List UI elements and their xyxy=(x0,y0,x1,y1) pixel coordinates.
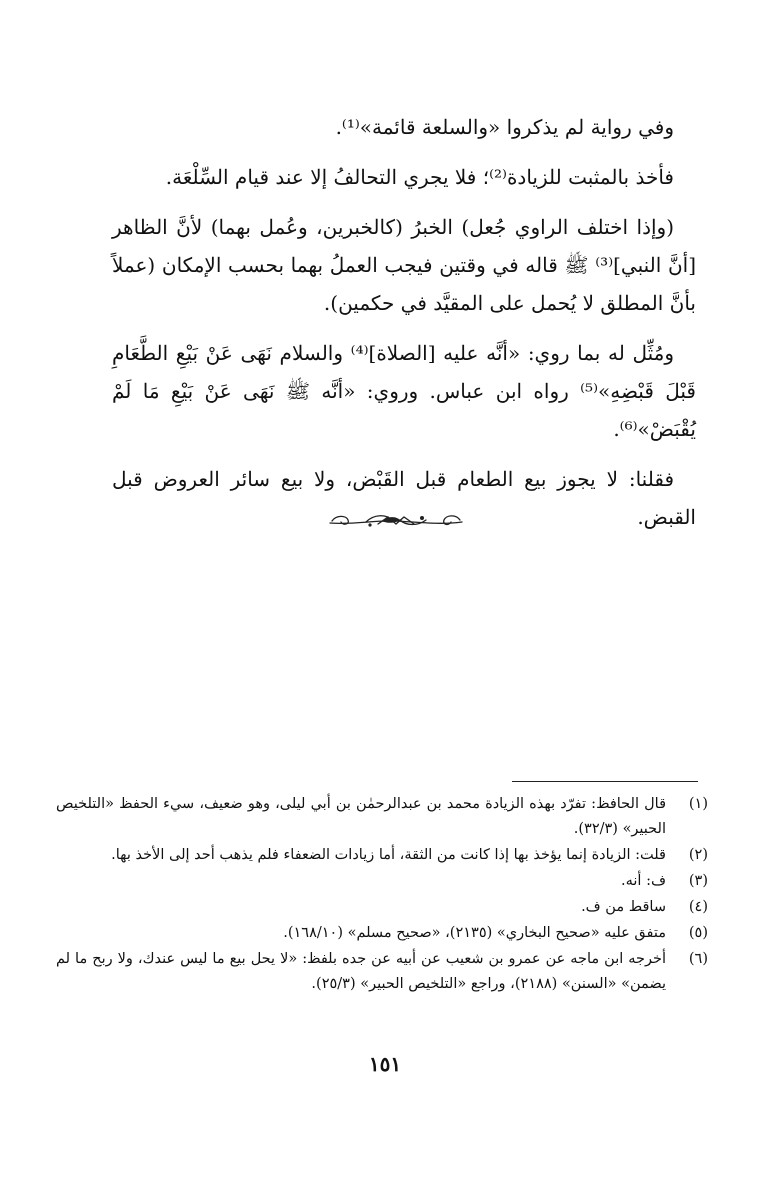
page-number: ١٥١ xyxy=(368,1052,402,1076)
footnote-5 xyxy=(56,921,708,946)
paragraph-5: فقلنا: لا يجوز بيع الطعام قبل القَبْض، ولا بيع سائر العروض قبل القبض. xyxy=(112,467,696,529)
footnote-text: قال الحافظ: تفرّد بهذه الزيادة محمد بن عبدالرحمٰن بن أبي ليلى، وهو ضعيف، سيء الحفظ «التلخيص الحبير» (٣٢/٣). xyxy=(56,796,666,837)
footnote-1 xyxy=(56,792,708,842)
footnote-number: (١) xyxy=(688,796,708,812)
footnote-number: (٤) xyxy=(688,899,708,915)
paragraph-1: وفي رواية لم يذكروا «والسلعة قائمة»⁽¹⁾. xyxy=(335,115,674,139)
footnote-2 xyxy=(56,843,708,868)
main-text xyxy=(112,108,696,548)
footnotes xyxy=(56,792,708,998)
footnote-text: ساقط من ف. xyxy=(581,899,666,915)
footnote-text: أخرجه ابن ماجه عن عمرو بن شعيب عن أبيه عن جده بلفظ: «لا يحل بيع ما ليس عندك، ولا ربح ما لم يضمن» «السنن» (٢١٨٨)، وراجع «التلخيص الحبير» (٢٥/٣). xyxy=(56,951,666,992)
paragraph-2: فأخذ بالمثبت للزيادة⁽²⁾؛ فلا يجري التحالفُ إلا عند قيام السِّلْعَة. xyxy=(165,165,674,189)
footnote-number: (٣) xyxy=(688,873,708,889)
ornament-divider-icon xyxy=(326,508,466,534)
footnote-separator xyxy=(512,781,698,782)
footnote-3 xyxy=(56,869,708,894)
footnote-text: قلت: الزيادة إنما يؤخذ بها إذا كانت من الثقة، أما زيادات الضعفاء فلم يذهب أحد إلى الأخذ بها. xyxy=(111,847,666,863)
footnote-text: متفق عليه «صحيح البخاري» (٢١٣٥)، «صحيح مسلم» (١٦٨/١٠). xyxy=(283,925,666,941)
paragraph-4: ومُثِّل له بما روي: «أنَّه عليه [الصلاة]⁽⁴⁾ والسلام نَهَى عَنْ بَيْعِ الطَّعَامِ قَبْلَ قَبْضِهِ»⁽⁵⁾ رواه ابن عباس. وروي: «أنَّه ﷺ نَهَى عَنْ بَيْعِ مَا لَمْ يُقْبَضْ»⁽⁶⁾. xyxy=(112,341,696,441)
footnote-4 xyxy=(56,895,708,920)
footnote-number: (٦) xyxy=(688,951,708,967)
footnote-text: ف: أنه. xyxy=(621,873,666,889)
footnote-6 xyxy=(56,947,708,997)
footnote-number: (٥) xyxy=(688,925,708,941)
footnote-number: (٢) xyxy=(688,847,708,863)
paragraph-3: (وإذا اختلف الراوي جُعل) الخبرُ (كالخبرين، وعُمل بهما) لأنَّ الظاهر [أنَّ النبي]⁽³⁾ ﷺ قاله في وقتين فيجب العملُ بهما بحسب الإمكان (عملاً بأنَّ المطلق لا يُحمل على المقيَّد في حكمين). xyxy=(112,215,696,315)
